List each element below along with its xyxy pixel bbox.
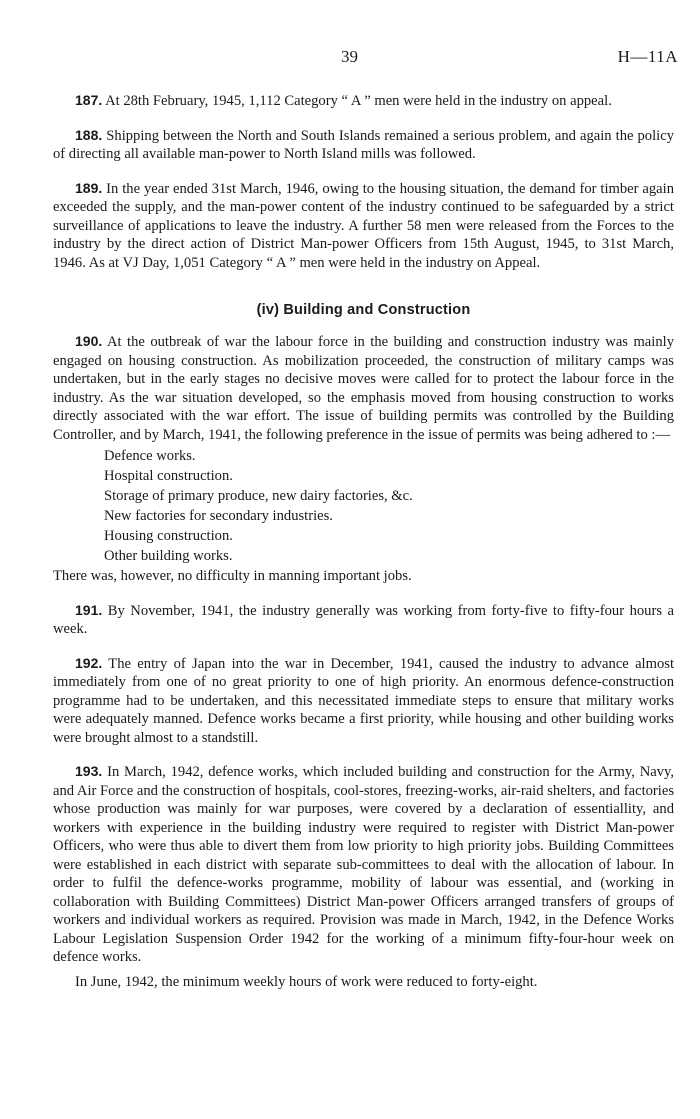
- list-item: Defence works.: [104, 448, 196, 464]
- paragraph-193: [53, 762, 674, 967]
- page-number: 39: [341, 47, 358, 66]
- list-item: Hospital construction.: [104, 468, 233, 484]
- section-heading: (iv) Building and Construction: [256, 302, 471, 318]
- paragraph-187: [53, 91, 674, 111]
- paragraph-text: At 28th February, 1945, 1,112 Category “ A ” men were held in the industry on appeal.: [105, 93, 612, 109]
- list-item: Other building works.: [104, 548, 233, 564]
- page-header: [0, 47, 700, 71]
- paragraph-188: [53, 126, 674, 164]
- paragraph-number: 191.: [75, 601, 103, 618]
- paragraph-193-continuation: In June, 1942, the minimum weekly hours of work were reduced to forty-eight.: [75, 973, 538, 990]
- paragraph-number: 188.: [75, 126, 103, 143]
- paragraph-number: 190.: [75, 333, 103, 349]
- paragraph-191: [53, 601, 674, 639]
- page-body: [53, 91, 674, 991]
- paragraph-text: In March, 1942, defence works, which included building and construction for the Army, Navy, and Air Force and the construction of hospitals, cool-stores, freezing-works, air-raid shelters, and factories whose production was mainly for war purposes, were covered by a declaration of essentiallity, and workers with experience in the building industry were required to register with District Man-power Officers, who were thus able to divert them from low priority to high priority jobs. Building Committees were established in each district with separate sub-committees to deal with the allocation of labour. In order to fulfil the defence-works programme, mobility of labour was essential, and (working in collaboration with Building Committees) District Man-power Officers arranged transfers of groups of workers and individual workers as required. Provision was made in March, 1942, in the Defence Works Labour Legislation Suspension Order 1942 for the working of a minimum fifty-four-hour week on defence works.: [53, 764, 675, 965]
- paragraph-number: 192.: [75, 654, 103, 671]
- document-reference: H—11A: [617, 47, 678, 66]
- paragraph-number: 193.: [75, 763, 103, 779]
- paragraph-192: [53, 654, 674, 748]
- paragraph-text: The entry of Japan into the war in December, 1941, caused the industry to advance almost immediately from one of no great priority to one of high priority. An enormous defence-construction programme had to be undertaken, and this necessitated immediate steps to ensure that military works were adequately manned. Defence works became a first priority, while housing and other building works were brought almost to a standstill.: [53, 655, 674, 746]
- permit-preference-list: [53, 446, 674, 566]
- paragraph-190: [53, 332, 674, 444]
- paragraph-text: In the year ended 31st March, 1946, owing to the housing situation, the demand for timber again exceeded the supply, and the man-power content of the industry continued to be safeguarded by a strict surveillance of applications to leave the industry. A further 58 men were released from the Forces to the industry by the direct action of District Man-power Officers from 15th August, 1945, to 31st March, 1946. As at VJ Day, 1,051 Category “ A ” men were held in the industry on Appeal.: [53, 180, 674, 271]
- paragraph-number: 189.: [75, 179, 103, 196]
- paragraph-189: [53, 179, 674, 273]
- list-item: Storage of primary produce, new dairy factories, &c.: [104, 488, 413, 504]
- paragraph-text: Shipping between the North and South Islands remained a serious problem, and again the policy of directing all available man-power to North Island mills was followed.: [53, 127, 674, 162]
- paragraph-text: By November, 1941, the industry generally was working from forty-five to fifty-four hours a week.: [53, 602, 675, 637]
- list-item: Housing construction.: [104, 528, 233, 544]
- list-item: New factories for secondary industries.: [104, 508, 333, 524]
- paragraph-number: 187.: [75, 92, 103, 108]
- paragraph-190-conclusion: There was, however, no difficulty in manning important jobs.: [53, 568, 412, 584]
- paragraph-text: At the outbreak of war the labour force in the building and construction industry was mainly engaged on housing construction. As mobilization proceeded, the construction of military camps was undertaken, but in the early stages no decisive moves were called for to protect the labour force in the industry. As the war situation developed, so the emphasis moved from housing construction to works directly associated with the war effort. The issue of building permits was controlled by the Building Controller, and by March, 1941, the following preference in the issue of permits was being adhered to :—: [53, 334, 674, 443]
